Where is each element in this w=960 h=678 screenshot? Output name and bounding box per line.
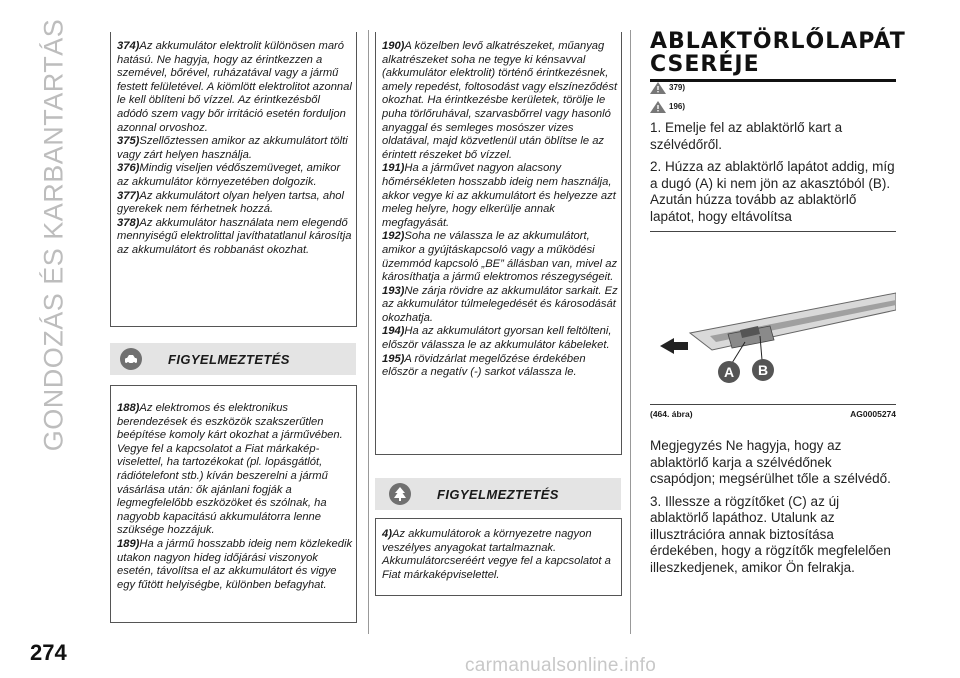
figure-top-rule <box>650 231 896 232</box>
list-item: 189)Ha a jármű hosszabb ideig nem közlekedik utakon nagyon hideg időjárási viszonyok esetén, távolítsa el az akkumulátort és vigye egy fűtött helyiségbe, különben befagyhat. <box>117 537 353 591</box>
battery-warnings-list <box>117 40 353 258</box>
step: Megjegyzés Ne hagyja, hogy az ablaktörlő karja a szélvédőnek csapódjon; megsérülhet tőle a szélvédő. <box>650 438 891 486</box>
list-item: 195)A rövidzárlat megelőzése érdekében először a negatív (-) sarkot válassza le. <box>382 352 586 379</box>
tree-environment-icon <box>389 483 411 505</box>
column-divider <box>368 30 369 634</box>
figure-caption <box>650 409 896 419</box>
side-chapter-title: GONDOZÁS ÉS KARBANTARTÁS <box>38 18 68 452</box>
column-divider <box>630 30 631 634</box>
watermark: carmanualsonline.info <box>465 655 657 676</box>
list-item: 193)Ne zárja rövidre az akkumulátor sarkait. Ez az akkumulátor túlmelegedését és károsodását okozhatja. <box>382 284 618 324</box>
step: 1. Emelje fel az ablaktörlő kart a szélvédőről. <box>650 120 843 152</box>
environment-header <box>375 478 621 510</box>
warning-ref: 379) <box>650 82 685 94</box>
list-item: 192)Soha ne válassza le az akkumulátort, amikor a gyújtáskapcsoló vagy a működési üzemmód kapcsoló „BE” állásban van, mivel az károsíthatja a jármű elektromos részegységeit. <box>382 230 618 284</box>
warning-label: FIGYELMEZTETÉS <box>437 487 559 502</box>
list-item: 4)Az akkumulátorok a környezetre nagyon veszélyes anyagokat tartalmaznak. Akkumulátorcseréért vegye fel a kapcsolatot a Fiat márkaképviselettel. <box>382 528 611 581</box>
warning-header <box>110 343 356 375</box>
caution-ref: 196) <box>650 101 685 113</box>
list-item: 190)A közelben levő alkatrészeket, műanyag alkatrészeket soha ne tegye ki kénsavval (akkumulátor elektrolit) történő érintkezésnek, amely repedést, foltosodást vagy elszíneződést okozhat. Ha érintkezésbe kerületek, törölje le puha törlőruhával, szarvasbőrrel vagy hasonló anyaggal és semleges mosószer vizes oldatával, majd közvetlenül után öblítse le az érintett részeket bő vízzel. <box>382 40 618 161</box>
title-underline <box>650 79 896 82</box>
list-item: 194)Ha az akkumulátort gyorsan kell feltölteni, először válassza le az akkumulátor kábeleket. <box>382 325 612 352</box>
list-item: 374)Az akkumulátor elektrolit különösen maró hatású. Ne hagyja, hogy az érintkezzen a szemével, bőrével, ruházatával vagy a jármű festett felületével. A kiömlött elektrolitot azonnal le kell öblíteni bő vízzel. Az érintkezésből adódó szem vagy bőr irritáció esetén forduljon azonnal orvoshoz. <box>117 40 352 134</box>
callout-a: A <box>718 361 740 383</box>
figure-number: (464. ábra) <box>650 409 693 419</box>
step: 2. Húzza az ablaktörlő lapátot addig, míg a dugó (A) ki nem jön az akasztóból (B). Azután húzza tovább az ablaktörlő lapátot, hogy eltávolítsa <box>650 159 895 224</box>
list-item: 191)Ha a járművet nagyon alacsony hőmérsékleten hosszabb ideig nem használja, akkor vegye ki az akkumulátort és helyezze azt meleg helyre, hogy elkerülje annak megfagyását. <box>382 162 616 229</box>
list-item: 188)Az elektromos és elektronikus berendezések és eszközök szakszerűtlen beépítése komoly kárt okozhat a járművében. Vegye fel a kapcsolatot a Fiat márkaképviselettel, ha tartozékokat (pl. lopásgátlót, rádiótelefont stb.) kíván beszerelni a jármű vásárlása után: ők ajánlani fogják a legmegfelelőbb eszközöket és szólnak, ha nagyobb kapacitású akkumulátorra lenne szüksége hozzájuk. <box>117 402 343 537</box>
car-warning-icon <box>120 348 142 370</box>
list-item: 376)Mindig viseljen védőszemüveget, amikor az akkumulátor környezetében dolgozik. <box>117 162 341 188</box>
section-title: ABLAKTÖRLŐLAPÁT CSERÉJE <box>650 29 906 77</box>
warning-triangle-icon <box>650 82 666 94</box>
environment-items-list <box>382 528 618 582</box>
page-number: 274 <box>30 640 67 665</box>
warning-items-list <box>117 402 353 592</box>
list-item: 378)Az akkumulátor használata nem elegendő mennyiségű elektrolittal javíthatatlanul károsítja az akkumulátort és robbanást okozhat. <box>117 216 352 256</box>
callout-b: B <box>752 359 774 381</box>
caution-triangle-icon <box>650 101 666 113</box>
list-item: 377)Az akkumulátort olyan helyen tartsa, ahol gyerekek nem férhetnek hozzá. <box>117 189 344 216</box>
battery-cautions-list <box>382 40 620 380</box>
warning-label: FIGYELMEZTETÉS <box>168 352 290 367</box>
figure-code: AG0005274 <box>850 409 896 419</box>
list-item: 375)Szellőztessen amikor az akkumulátort tölti vagy zárt helyen használja. <box>117 135 348 161</box>
figure-bottom-rule <box>650 404 896 405</box>
step: 3. Illessze a rögzítőket (C) az új ablaktörlő lapáthoz. Utalunk az illusztrációra annak biztosítása érdekében, hogy a rögzítők megfelelően illeszkedjenek, amikor Ön felrakja. <box>650 493 891 575</box>
instructions-part1 <box>650 120 900 231</box>
instructions-part2 <box>650 438 900 582</box>
